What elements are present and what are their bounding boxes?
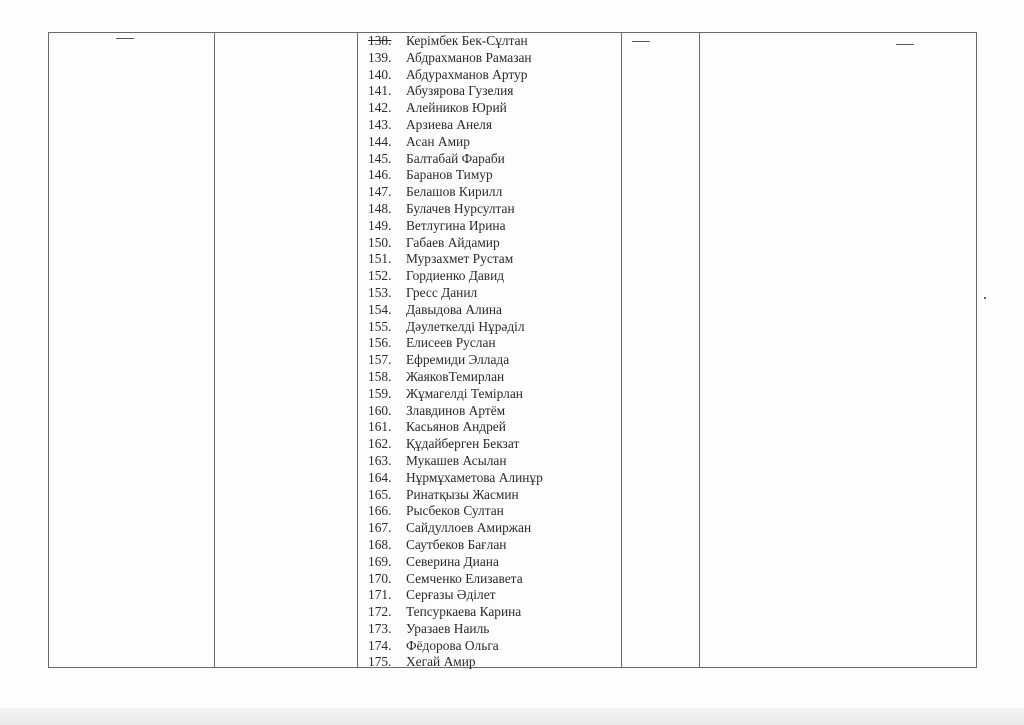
list-item-name: Абузярова Гузелия bbox=[406, 83, 514, 99]
list-item bbox=[368, 604, 618, 621]
list-item-name: Алейников Юрий bbox=[406, 100, 507, 116]
list-item-name: Фёдорова Ольга bbox=[406, 637, 499, 653]
list-item-name: ЖаяковТемирлан bbox=[406, 368, 505, 384]
list-item-name: Семченко Елизавета bbox=[406, 570, 523, 586]
list-item-name: Құдайберген Бекзат bbox=[406, 436, 520, 452]
list-item-name: Арзиева Анеля bbox=[406, 116, 492, 132]
list-item-name: Давыдова Алина bbox=[406, 301, 502, 317]
list-item bbox=[368, 83, 618, 100]
list-item-name: Жұмагелді Темірлан bbox=[406, 385, 523, 401]
list-item-number: 152. bbox=[368, 268, 392, 284]
list-item-number: 170. bbox=[368, 570, 392, 586]
list-item-number: 148. bbox=[368, 200, 392, 216]
list-item-name: Абдрахманов Рамазан bbox=[406, 49, 532, 65]
list-item bbox=[368, 487, 618, 504]
list-item-name: Белашов Кирилл bbox=[406, 184, 503, 200]
list-item bbox=[368, 50, 618, 67]
list-item bbox=[368, 520, 618, 537]
list-item bbox=[368, 235, 618, 252]
list-item bbox=[368, 134, 618, 151]
list-item-name: Касьянов Андрей bbox=[406, 419, 506, 435]
list-item-name: Нұрмұхаметова Алинұр bbox=[406, 469, 543, 485]
empty-cell-dash bbox=[896, 44, 914, 45]
list-item-number: 174. bbox=[368, 637, 392, 653]
list-item-name: Злавдинов Артём bbox=[406, 402, 506, 418]
list-item-name: Серғазы Әділет bbox=[406, 587, 496, 603]
list-item-number: 171. bbox=[368, 587, 392, 603]
list-item-number: 143. bbox=[368, 116, 392, 132]
list-item bbox=[368, 100, 618, 117]
list-item bbox=[368, 268, 618, 285]
list-item-number: 173. bbox=[368, 620, 392, 636]
list-item bbox=[368, 117, 618, 134]
list-item-number: 155. bbox=[368, 318, 392, 334]
list-item-name: Габаев Айдамир bbox=[406, 234, 500, 250]
list-item bbox=[368, 285, 618, 302]
list-item-number: 141. bbox=[368, 83, 392, 99]
list-item-number: 169. bbox=[368, 553, 392, 569]
list-item bbox=[368, 151, 618, 168]
list-item-name: Сайдуллоев Амиржан bbox=[406, 520, 532, 536]
list-item-name: Гордиенко Давид bbox=[406, 268, 505, 284]
list-item-number: 172. bbox=[368, 604, 392, 620]
list-item bbox=[368, 335, 618, 352]
column-divider bbox=[699, 33, 700, 667]
column-divider bbox=[357, 33, 358, 667]
list-item-name: Хегай Амир bbox=[406, 654, 476, 670]
empty-cell-dash bbox=[632, 41, 650, 42]
list-item-number: 164. bbox=[368, 469, 392, 485]
list-item-number: 165. bbox=[368, 486, 392, 502]
list-item bbox=[368, 554, 618, 571]
list-item bbox=[368, 453, 618, 470]
list-item bbox=[368, 621, 618, 638]
list-item bbox=[368, 654, 618, 671]
list-item-name: Мурзахмет Рустам bbox=[406, 251, 514, 267]
list-item-number: 142. bbox=[368, 100, 392, 116]
list-item-name: Абдурахманов Артур bbox=[406, 66, 528, 82]
list-item-number: 140. bbox=[368, 66, 392, 82]
scan-edge bbox=[0, 708, 1024, 725]
list-item-name: Булачев Нурсултан bbox=[406, 200, 515, 216]
column-divider bbox=[214, 33, 215, 667]
list-item-number: 160. bbox=[368, 402, 392, 418]
list-item-number: 161. bbox=[368, 419, 392, 435]
list-item-name: Дәулеткелді Нұрәділ bbox=[406, 318, 525, 334]
list-item bbox=[368, 369, 618, 386]
list-item-number: 167. bbox=[368, 520, 392, 536]
list-item-name: Саутбеков Бағлан bbox=[406, 536, 507, 552]
list-item-number: 144. bbox=[368, 133, 392, 149]
list-item bbox=[368, 319, 618, 336]
list-item-name: Керімбек Бек-Сұлтан bbox=[406, 33, 528, 48]
list-item bbox=[368, 571, 618, 588]
list-item bbox=[368, 67, 618, 84]
list-item-number: 153. bbox=[368, 284, 392, 300]
list-item-number: 151. bbox=[368, 251, 392, 267]
list-item bbox=[368, 419, 618, 436]
list-item-name: Тепсуркаева Карина bbox=[406, 604, 522, 620]
list-item bbox=[368, 167, 618, 184]
list-item bbox=[368, 251, 618, 268]
list-item-number: 138. bbox=[368, 33, 392, 48]
list-item bbox=[368, 352, 618, 369]
list-item-name: Ринатқызы Жасмин bbox=[406, 486, 519, 502]
list-item-name: Балтабай Фараби bbox=[406, 150, 505, 166]
list-item bbox=[368, 470, 618, 487]
list-item bbox=[368, 33, 618, 50]
list-item-name: Гресс Данил bbox=[406, 284, 478, 300]
list-item bbox=[368, 537, 618, 554]
list-item-number: 166. bbox=[368, 503, 392, 519]
list-item bbox=[368, 587, 618, 604]
list-item-number: 159. bbox=[368, 385, 392, 401]
list-item-name: Елисеев Руслан bbox=[406, 335, 496, 351]
list-item-number: 156. bbox=[368, 335, 392, 351]
list-item-number: 147. bbox=[368, 184, 392, 200]
list-item bbox=[368, 503, 618, 520]
list-item-number: 175. bbox=[368, 654, 392, 670]
list-item bbox=[368, 386, 618, 403]
list-item-number: 157. bbox=[368, 352, 392, 368]
list-item-number: 158. bbox=[368, 368, 392, 384]
list-item bbox=[368, 638, 618, 655]
empty-cell-dash bbox=[116, 38, 134, 39]
column-divider bbox=[621, 33, 622, 667]
list-item-name: Мукашев Асылан bbox=[406, 452, 507, 468]
list-item bbox=[368, 218, 618, 235]
list-item-name: Ветлугина Ирина bbox=[406, 217, 506, 233]
student-name-list bbox=[368, 33, 618, 671]
list-item-number: 146. bbox=[368, 167, 392, 183]
list-item-number: 162. bbox=[368, 436, 392, 452]
list-item-name: Рысбеков Султан bbox=[406, 503, 504, 519]
list-item bbox=[368, 436, 618, 453]
list-item bbox=[368, 302, 618, 319]
list-item bbox=[368, 201, 618, 218]
list-item-number: 139. bbox=[368, 49, 392, 65]
list-item bbox=[368, 184, 618, 201]
list-item-number: 154. bbox=[368, 301, 392, 317]
list-item-number: 168. bbox=[368, 536, 392, 552]
list-item-number: 150. bbox=[368, 234, 392, 250]
scan-speck bbox=[984, 297, 986, 299]
list-item-name: Уразаев Наиль bbox=[406, 620, 490, 636]
list-item-name: Баранов Тимур bbox=[406, 167, 493, 183]
list-item bbox=[368, 403, 618, 420]
list-item-name: Северина Диана bbox=[406, 553, 499, 569]
list-item-number: 163. bbox=[368, 452, 392, 468]
list-item-name: Асан Амир bbox=[406, 133, 470, 149]
list-item-name: Ефремиди Эллада bbox=[406, 352, 510, 368]
list-item-number: 149. bbox=[368, 217, 392, 233]
list-item-number: 145. bbox=[368, 150, 392, 166]
